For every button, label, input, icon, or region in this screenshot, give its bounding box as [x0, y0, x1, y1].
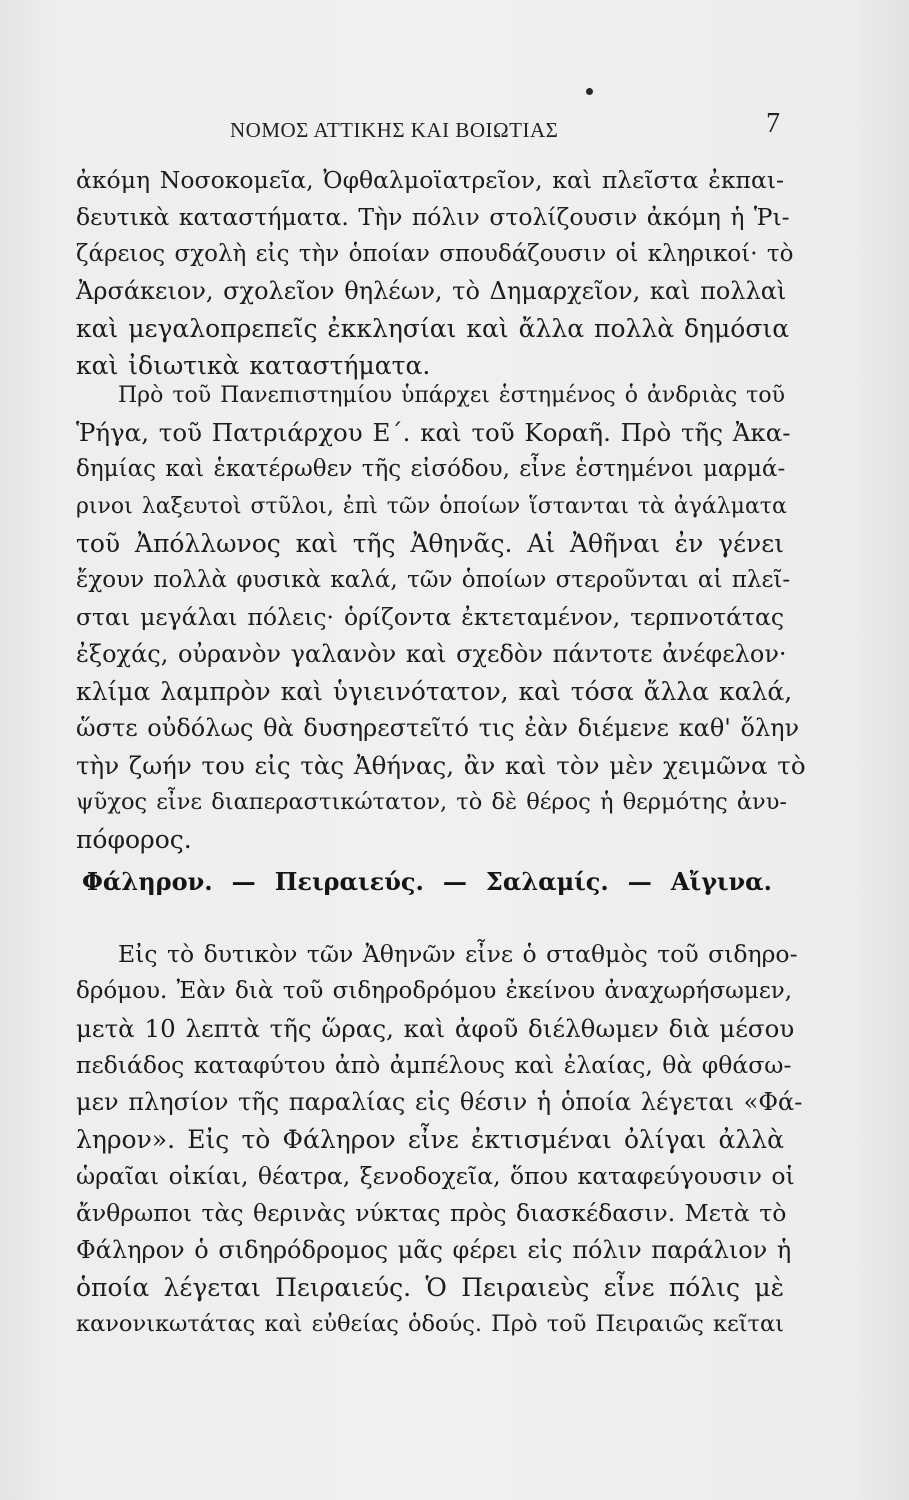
- text-line: ἀκόμη Νοσοκομεῖα, Ὀφθαλμοϊατρεῖον, καὶ πλεῖστα ἐκπαι-: [76, 166, 784, 194]
- text-line: πεδιάδος καταφύτου ἀπὸ ἀμπέλους καὶ ἐλαίας, θὰ φθάσω-: [76, 1051, 792, 1079]
- text-line: ὥστε οὐδόλως θὰ δυσηρεστεῖτό τις ἐὰν διέμενε καθ' ὅλην: [76, 714, 800, 742]
- text-line: σται μεγάλαι πόλεις· ὁρίζοντα ἐκτεταμένον, τερπνοτάτας: [76, 603, 784, 631]
- text-line: ζάρειος σχολὴ εἰς τὴν ὁποίαν σπουδάζουσιν οἱ κληρικοί· τὸ: [76, 241, 794, 267]
- text-line: καὶ μεγαλοπρεπεῖς ἐκκλησίαι καὶ ἄλλα πολλὰ δημόσια: [76, 314, 790, 343]
- text-line: ἐξοχάς, οὐρανὸν γαλανὸν καὶ σχεδὸν πάντοτε ἀνέφελον·: [76, 640, 787, 668]
- text-line: Ἀρσάκειον, σχολεῖον θηλέων, τὸ Δημαρχεῖον, καὶ πολλαὶ: [76, 277, 787, 305]
- text-line: δρόμου. Ἐὰν διὰ τοῦ σιδηροδρόμου ἐκείνου ἀναχωρήσωμεν,: [76, 978, 793, 1004]
- text-line: καὶ ἰδιωτικὰ καταστήματα.: [76, 351, 431, 380]
- text-line: ὡραῖαι οἰκίαι, θέατρα, ξενοδοχεῖα, ὅπου καταφεύγουσιν οἱ: [76, 1162, 795, 1190]
- text-line: μετὰ 10 λεπτὰ τῆς ὥρας, καὶ ἀφοῦ διέλθωμεν διὰ μέσου: [76, 1014, 795, 1043]
- text-line: Φάληρον ὁ σιδηρόδρομος μᾶς φέρει εἰς πόλιν παράλιον ἡ: [76, 1236, 792, 1264]
- text-line: ληρον». Εἰς τὸ Φάληρον εἶνε ἐκτισμέναι ὀλίγαι ἀλλὰ: [76, 1125, 784, 1154]
- text-line: Εἰς τὸ δυτικὸν τῶν Ἀθηνῶν εἶνε ὁ σταθμὸς τοῦ σιδηρο-: [118, 940, 798, 968]
- running-head: [72, 108, 780, 152]
- paragraph-1: [76, 162, 794, 384]
- text-line: ἄνθρωποι τὰς θερινὰς νύκτας πρὸς διασκέδασιν. Μετὰ τὸ: [76, 1199, 787, 1227]
- text-line: κανονικωτάτας καὶ εὐθείας ὁδούς. Πρὸ τοῦ Πειραιῶς κεῖται: [76, 1311, 785, 1337]
- ink-dot: [586, 88, 593, 95]
- text-line: ὁποία λέγεται Πειραιεύς. Ὁ Πειραιεὺς εἶνε πόλις μὲ: [76, 1273, 784, 1302]
- text-line: Ῥήγα, τοῦ Πατριάρχου Ε΄. καὶ τοῦ Κοραῆ. Πρὸ τῆς Ἀκα-: [76, 418, 791, 447]
- text-line: δημίας καὶ ἑκατέρωθεν τῆς εἰσόδου, εἶνε ἑστημένοι μαρμά-: [76, 456, 786, 482]
- paragraph-2: [76, 377, 806, 858]
- text-line: τὴν ζωήν του εἰς τὰς Ἀθήνας, ἂν καὶ τὸν μὲν χειμῶνα τὸ: [76, 751, 806, 780]
- text-line: δευτικὰ καταστήματα. Τὴν πόλιν στολίζουσιν ἀκόμη ἡ Ῥι-: [76, 203, 790, 231]
- page-number: 7: [766, 108, 780, 139]
- section-heading: Φάληρον. — Πειραιεύς. — Σαλαμίς. — Αἴγινα.: [82, 867, 772, 896]
- text-line: πόφορος.: [76, 825, 192, 854]
- text-line: ρινοι λαξευτοὶ στῦλοι, ἐπὶ τῶν ὁποίων ἵστανται τὰ ἀγάλματα: [76, 494, 787, 519]
- text-line: ἔχουν πολλὰ φυσικὰ καλά, τῶν ὁποίων στεροῦνται αἱ πλεῖ-: [76, 567, 791, 593]
- running-head-title: ΝΟΜΟΣ ΑΤΤΙΚΗΣ ΚΑΙ ΒΟΙΩΤΙΑΣ: [230, 118, 559, 142]
- text-line: τοῦ Ἀπόλλωνος καὶ τῆς Ἀθηνᾶς. Αἱ Ἀθῆναι ἐν γένει: [76, 529, 784, 558]
- text-line: Πρὸ τοῦ Πανεπιστημίου ὑπάρχει ἑστημένος ὁ ἀνδριὰς τοῦ: [118, 383, 785, 408]
- text-line: ψῦχος εἶνε διαπεραστικώτατον, τὸ δὲ θέρος ἡ θερμότης ἀνυ-: [76, 789, 788, 815]
- text-line: μεν πλησίον τῆς παραλίας εἰς θέσιν ἡ ὁποία λέγεται «Φά-: [76, 1088, 803, 1116]
- text-line: κλίμα λαμπρὸν καὶ ὑγιεινότατον, καὶ τόσα ἄλλα καλά,: [76, 677, 793, 706]
- paragraph-3: [76, 936, 803, 1343]
